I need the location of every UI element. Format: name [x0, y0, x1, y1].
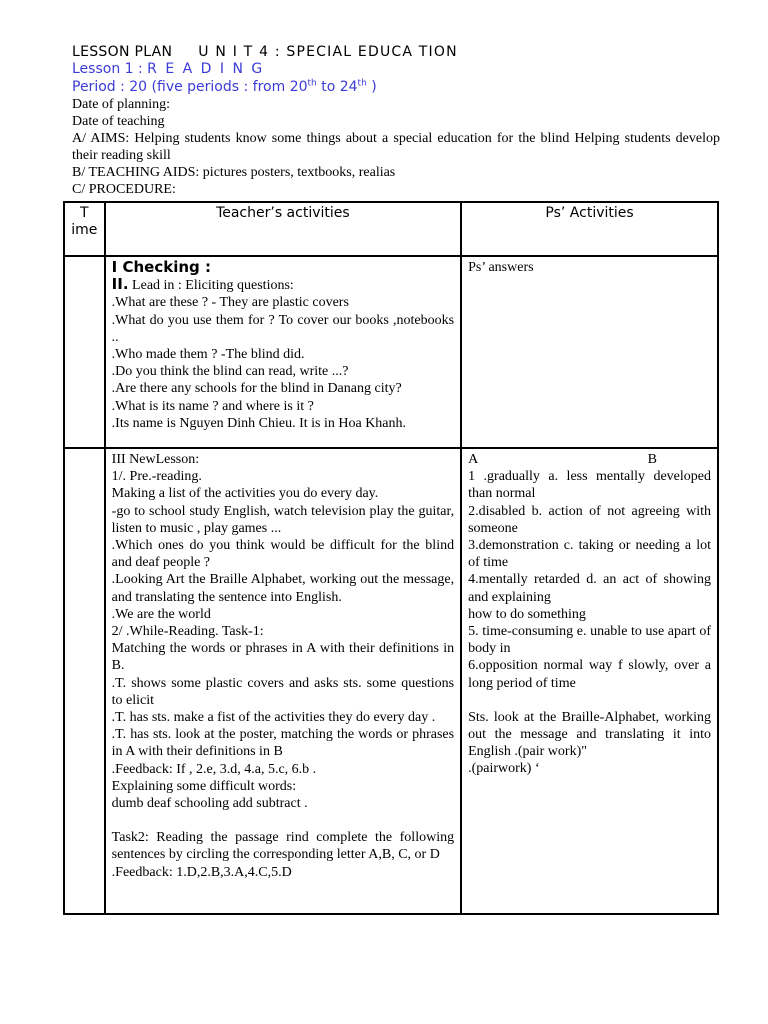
lesson-line: .Looking Art the Braille Alphabet, working out the message, and translating the sentence into English. — [111, 572, 455, 605]
matching-line: 4.mentally retarded d. an act of showing and explaining — [468, 572, 711, 605]
lesson-line: .T. has sts. look at the poster, matching the words or phrases in A with their definitions in B — [111, 727, 455, 760]
lesson-line: 1/. Pre.-reading. — [111, 469, 202, 485]
lesson-name: R E A D I N G — [147, 61, 265, 77]
time-head-line-2: ime — [71, 222, 98, 239]
lesson-line: Making a list of the activities you do every day. — [111, 486, 379, 502]
matching-line: 1 .gradually a. less mentally developed than normal — [468, 469, 711, 502]
ps-answers-text: Ps’ answers — [468, 260, 534, 275]
checking-line: .What is its name ? and where is it ? — [111, 398, 314, 414]
matching-line — [468, 692, 711, 709]
matching-line: 2.disabled b. action of not agreeing with someone — [468, 503, 711, 536]
lesson-line: Explaining some difficult words: — [111, 778, 297, 794]
checking-line: .Are there any schools for the blind in Danang city? — [111, 381, 402, 397]
time-cell — [64, 448, 105, 914]
column-b-label: B — [647, 452, 657, 467]
checking-line: .What are these ? - They are plastic covers — [111, 295, 349, 311]
checking-title: I Checking : — [111, 258, 211, 276]
table-header-row — [64, 202, 718, 256]
matching-line: 6.opposition normal way f slowly, over a long period of time — [468, 658, 711, 691]
lesson-line: Matching the words or phrases in A with their definitions in B. — [111, 641, 455, 674]
checking-line: .Its name is Nguyen Dinh Chieu. It is in Hoa Khanh. — [111, 415, 407, 431]
document-header — [72, 44, 732, 198]
lesson-line: .T. has sts. make a fist of the activities they do every day . — [111, 710, 436, 726]
lead-in-text: Lead in : Eliciting questions: — [128, 278, 294, 294]
period-mid: to 24 — [316, 79, 358, 95]
unit-title: U N I T 4 : SPECIAL EDUCA TION — [198, 44, 458, 60]
date-of-planning: Date of planning: — [72, 97, 170, 112]
lesson-line — [112, 812, 454, 829]
period-sup-2: th — [357, 78, 367, 89]
checking-line: .What do you use them for ? To cover our books ,notebooks .. — [111, 312, 455, 345]
lead-in-number: II. — [111, 275, 129, 294]
period-prefix: Period : 20 (five periods : from 20 — [72, 79, 308, 95]
time-column-header — [64, 202, 105, 256]
lesson-plan-label: LESSON PLAN — [72, 44, 173, 60]
lesson-line: -go to school study English, watch television play the guitar, listen to music , play games ... — [111, 503, 455, 536]
ps-answers-cell — [461, 256, 718, 448]
procedure-label: C/ PROCEDURE: — [72, 182, 176, 197]
lead-in-line — [112, 276, 454, 294]
matching-line: .(pairwork) ‘ — [468, 761, 540, 777]
lesson-line: .T. shows some plastic covers and asks sts. some questions to elicit — [111, 675, 455, 708]
date-of-teaching: Date of teaching — [72, 114, 165, 129]
period-line — [72, 79, 732, 96]
matching-line: 3.demonstration c. taking or needing a lot of time — [468, 538, 711, 571]
title-line — [72, 44, 732, 61]
time-cell — [64, 256, 105, 448]
lesson-line: 2/ .While-Reading. Task-1: — [111, 624, 264, 640]
matching-line: Sts. look at the Braille-Alphabet, working out the message and translating it into English .(pair work)" — [468, 709, 711, 760]
lesson-line: .Which ones do you think would be difficult for the blind and deaf people ? — [111, 538, 455, 571]
lesson-line: .Feedback: 1.D,2.B,3.A,4.C,5.D — [111, 864, 292, 880]
lesson-line: Task2: Reading the passage rind complete the following sentences by circling the corresponding letter A,B, C, or D — [111, 830, 455, 863]
new-lesson-cell — [105, 448, 461, 914]
time-head-line-1: T — [80, 205, 89, 221]
checking-line: .Who made them ? -The blind did. — [111, 347, 305, 363]
matching-line: how to do something — [468, 606, 586, 622]
procedure-table — [63, 201, 719, 915]
ps-activities-header: Ps’ Activities — [461, 202, 718, 256]
ab-header — [468, 451, 711, 468]
lesson-line — [72, 61, 732, 78]
lesson-label: Lesson 1 : — [72, 61, 143, 77]
column-a-label: A — [468, 452, 479, 467]
lesson-line: dumb deaf schooling add subtract . — [111, 796, 308, 812]
table-row — [64, 448, 718, 914]
teacher-activities-header: Teacher’s activities — [105, 202, 461, 256]
teaching-aids: B/ TEACHING AIDS: pictures posters, textbooks, realias — [72, 165, 396, 180]
matching-cell — [461, 448, 718, 914]
lesson-line: .We are the world — [111, 606, 211, 622]
period-suffix: ) — [366, 79, 377, 95]
period-sup-1: th — [307, 78, 317, 89]
checking-line: .Do you think the blind can read, write ...? — [111, 364, 349, 380]
checking-cell — [105, 256, 461, 448]
aims-paragraph: A/ AIMS: Helping students know some things about a special education for the blind Helping students develop their reading skill — [72, 131, 720, 163]
table-row — [64, 256, 718, 448]
lesson-line: III NewLesson: — [111, 452, 200, 467]
matching-line: 5. time-consuming e. unable to use apart of body in — [468, 624, 711, 657]
lesson-line: .Feedback: If , 2.e, 3.d, 4.a, 5.c, 6.b . — [111, 761, 317, 777]
